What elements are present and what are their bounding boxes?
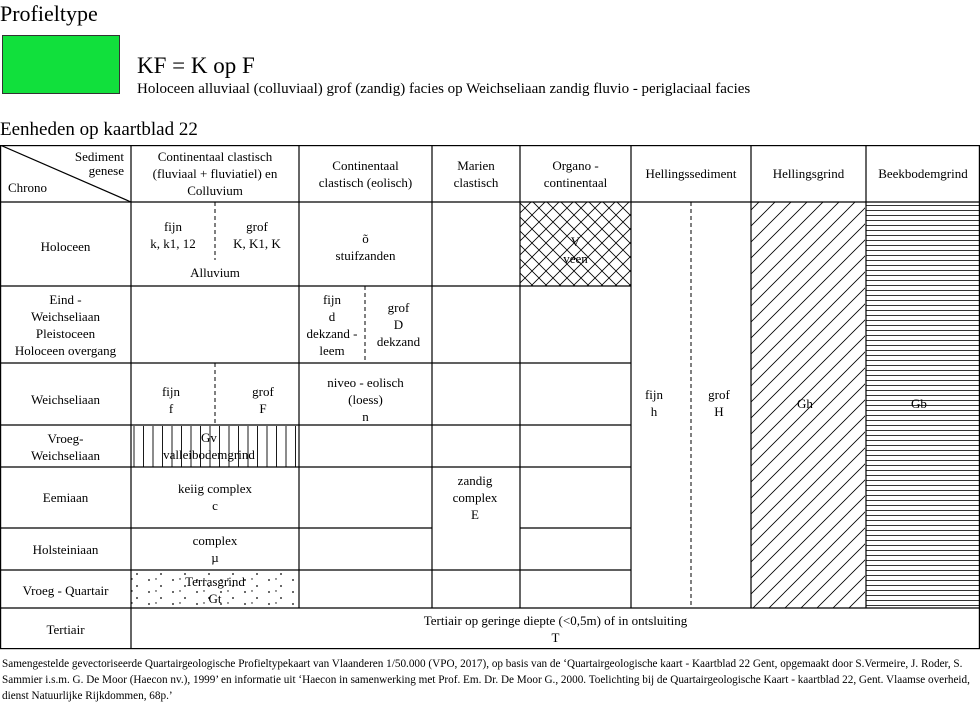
cell-holoceen-grof: grof K, K1, K <box>233 219 281 251</box>
cell-holoceen-fijn: fijn k, k1, 12 <box>150 219 196 251</box>
row-header-vroeg-quartair: Vroeg - Quartair <box>22 583 109 598</box>
row-header-eemiaan: Eemiaan <box>42 490 89 505</box>
cell-complex-mu: complex µ <box>192 533 238 565</box>
row-header-vroeg-weichseliaan: Vroeg- Weichseliaan <box>31 431 100 463</box>
row-header-weichseliaan: Weichseliaan <box>31 392 100 407</box>
col-header-hellingssediment: Hellingssediment <box>645 166 737 181</box>
col-header-beekbodemgrind: Beekbodemgrind <box>878 166 968 181</box>
col-header-marien: Marien clastisch <box>453 158 499 190</box>
cell-hellingsgrind-gh: Gh <box>797 396 813 411</box>
cell-tertiair: Tertiair op geringe diepte (<0,5m) of in ontsluiting T <box>423 613 688 645</box>
cell-beekbodemgrind-gb: Gb <box>911 396 927 411</box>
cell-dekzand-fijn: fijn d dekzand - leem <box>306 292 358 358</box>
col-header-continentaal-fluviaal: Continentaal clastisch (fluviaal + fluviatiel) en Colluvium <box>152 149 278 198</box>
row-header-holsteiniaan: Holsteiniaan <box>32 542 99 557</box>
corner-sediment-label: Sediment <box>74 149 124 164</box>
legend-color-swatch <box>2 35 120 94</box>
row-header-tertiair: Tertiair <box>46 622 85 637</box>
cell-terrasgrind: Terrasgrind Gt <box>185 574 245 606</box>
cell-valleibodemgrind: Gv valleibodemgrind <box>163 430 255 462</box>
col-header-organo: Organo - continentaal <box>543 158 608 190</box>
cell-loess: niveo - eolisch (loess) n <box>327 375 404 424</box>
legend-description: Holoceen alluviaal (colluviaal) grof (zandig) facies op Weichseliaan zandig fluvio - periglaciaal facies <box>137 81 751 97</box>
col-header-hellingsgrind: Hellingsgrind <box>772 166 845 181</box>
cell-stuifzanden: õ stuifzanden <box>335 231 396 263</box>
row-header-holoceen: Holoceen <box>40 239 91 254</box>
cell-helling-fijn: fijn h <box>644 387 664 419</box>
page-title: Profieltype <box>0 1 98 26</box>
cell-weichseliaan-fijn: fijn f <box>161 384 181 416</box>
cell-dekzand-grof: grof D dekzand <box>376 300 421 349</box>
cell-zandig-complex: zandig complex E <box>452 473 498 522</box>
cell-veen: V veen <box>563 234 588 266</box>
cell-helling-grof: grof H <box>708 387 730 419</box>
col-header-continentaal-eolisch: Continentaal clastisch (eolisch) <box>318 158 413 190</box>
section-subtitle: Eenheden op kaartblad 22 <box>0 119 198 140</box>
row-header-eind-weichseliaan: Eind - Weichseliaan Pleistoceen Holoceen overgang <box>14 292 117 358</box>
cell-keiig-complex: keiig complex c <box>177 481 252 513</box>
legend-code: KF = K op F <box>137 53 255 78</box>
cell-weichseliaan-grof: grof F <box>252 384 274 416</box>
source-footnote: Samengestelde gevectoriseerde Quartairgeologische Profieltypekaart van Vlaanderen 1/50.000 (VPO, 2017), op basis van de ‘Quartairgeologische kaart - Kaartblad 22 Gent, opgemaakt door S.Vermeire, J. Roder, S. Sammier i.s.m. G. De Moor (Haecon nv.), 1999’ en informatie uit ‘Haecon in samenwerking met Prof. Em. Dr. De Moor G., 2000. Toelichting bij de Quartairgeologische Kaart - kaartblad 22, Gent. Vlaamse overheid, dienst Natuurlijke Rijkdommen, 68p.’ <box>2 658 970 702</box>
corner-chrono-label: Chrono <box>8 180 47 195</box>
corner-genese-label: genese <box>88 163 124 178</box>
cell-alluvium: Alluvium <box>190 265 240 280</box>
